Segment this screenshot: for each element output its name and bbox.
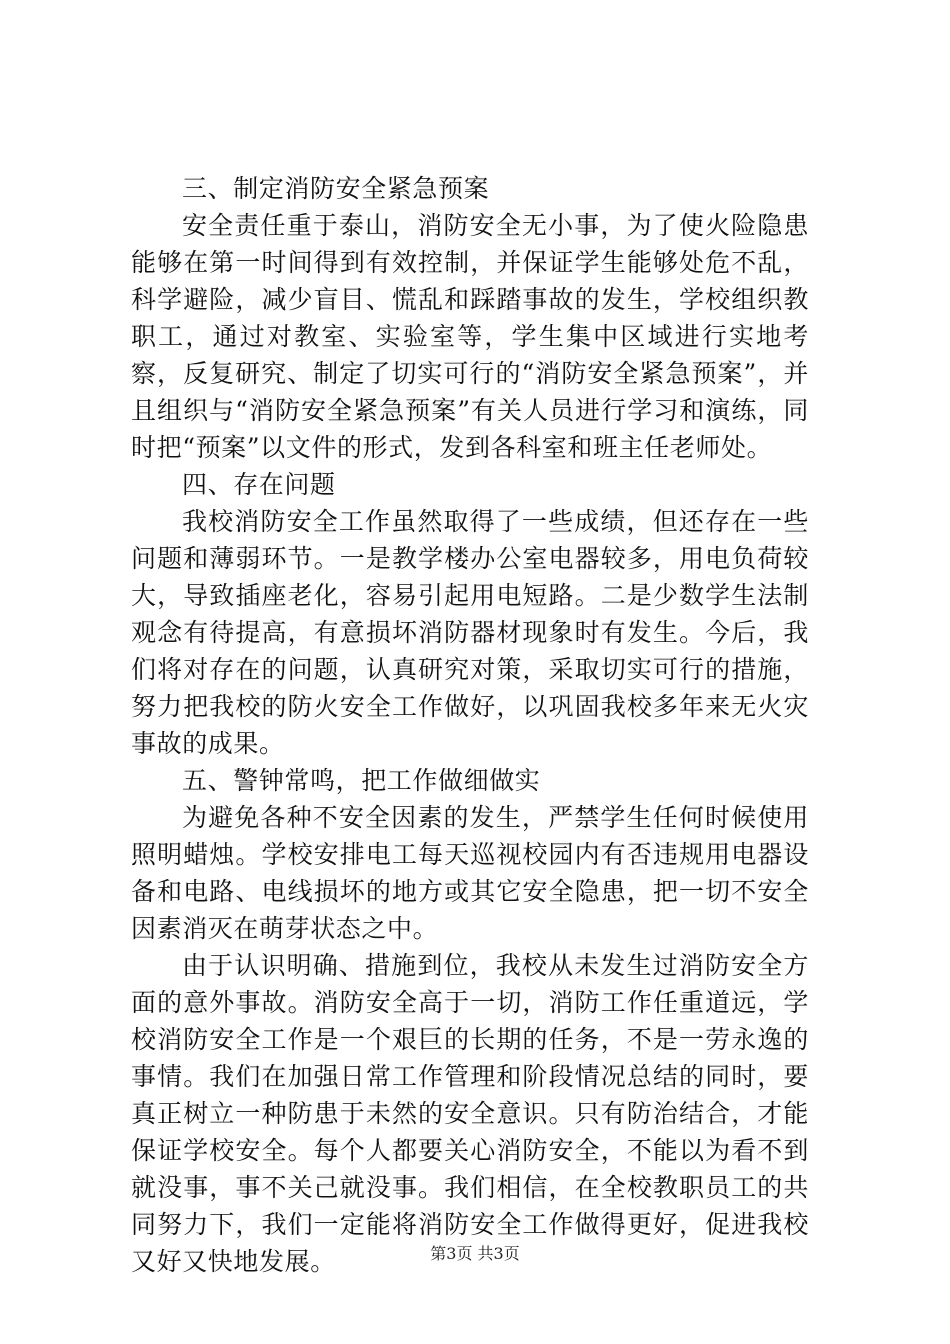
section-heading-4: 四、存在问题 bbox=[182, 470, 336, 499]
paragraph-emergency-plan: 安全责任重于泰山，消防安全无小事，为了使火险隐患能够在第一时间得到有效控制，并保证学生能够处危不乱，科学避险，减少盲目、慌乱和踩踏事故的发生，学校组织教职工，通过对教室、实验室等，学生集中区域进行实地考察，反复研究、制定了切实可行的“消防安全紧急预案”，并且组织与“消防安全紧急预案”有关人员进行学习和演练，同时把“预案”以文件的形式，发到各科室和班主任老师处。 bbox=[131, 211, 809, 462]
section-heading-3: 三、制定消防安全紧急预案 bbox=[182, 174, 490, 203]
document-body bbox=[131, 170, 809, 1280]
paragraph-existing-problems: 我校消防安全工作虽然取得了一些成绩，但还存在一些问题和薄弱环节。一是教学楼办公室电器较多，用电负荷较大，导致插座老化，容易引起用电短路。二是少数学生法制观念有待提高，有意损坏消防器材现象时有发生。今后，我们将对存在的问题，认真研究对策，采取切实可行的措施，努力把我校的防火安全工作做好，以巩固我校多年来无火灾事故的成果。 bbox=[131, 507, 809, 758]
section-heading-5: 五、警钟常鸣，把工作做细做实 bbox=[182, 766, 541, 795]
paragraph-safety-measures: 为避免各种不安全因素的发生，严禁学生任何时候使用照明蜡烛。学校安排电工每天巡视校园内有否违规用电器设备和电路、电线损坏的地方或其它安全隐患，把一切不安全因素消灭在萌芽状态之中。 bbox=[131, 803, 809, 943]
page-number-footer: 第3页 共3页 bbox=[430, 1244, 520, 1263]
paragraph-conclusion: 由于认识明确、措施到位，我校从未发生过消防安全方面的意外事故。消防安全高于一切，消防工作任重道远，学校消防安全工作是一个艰巨的长期的任务，不是一劳永逸的事情。我们在加强日常工作管理和阶段情况总结的同时，要真正树立一种防患于未然的安全意识。只有防治结合，才能保证学校安全。每个人都要关心消防安全，不能以为看不到就没事，事不关己就没事。我们相信，在全校教职员工的共同努力下，我们一定能将消防安全工作做得更好，促进我校又好又快地发展。 bbox=[131, 951, 809, 1276]
